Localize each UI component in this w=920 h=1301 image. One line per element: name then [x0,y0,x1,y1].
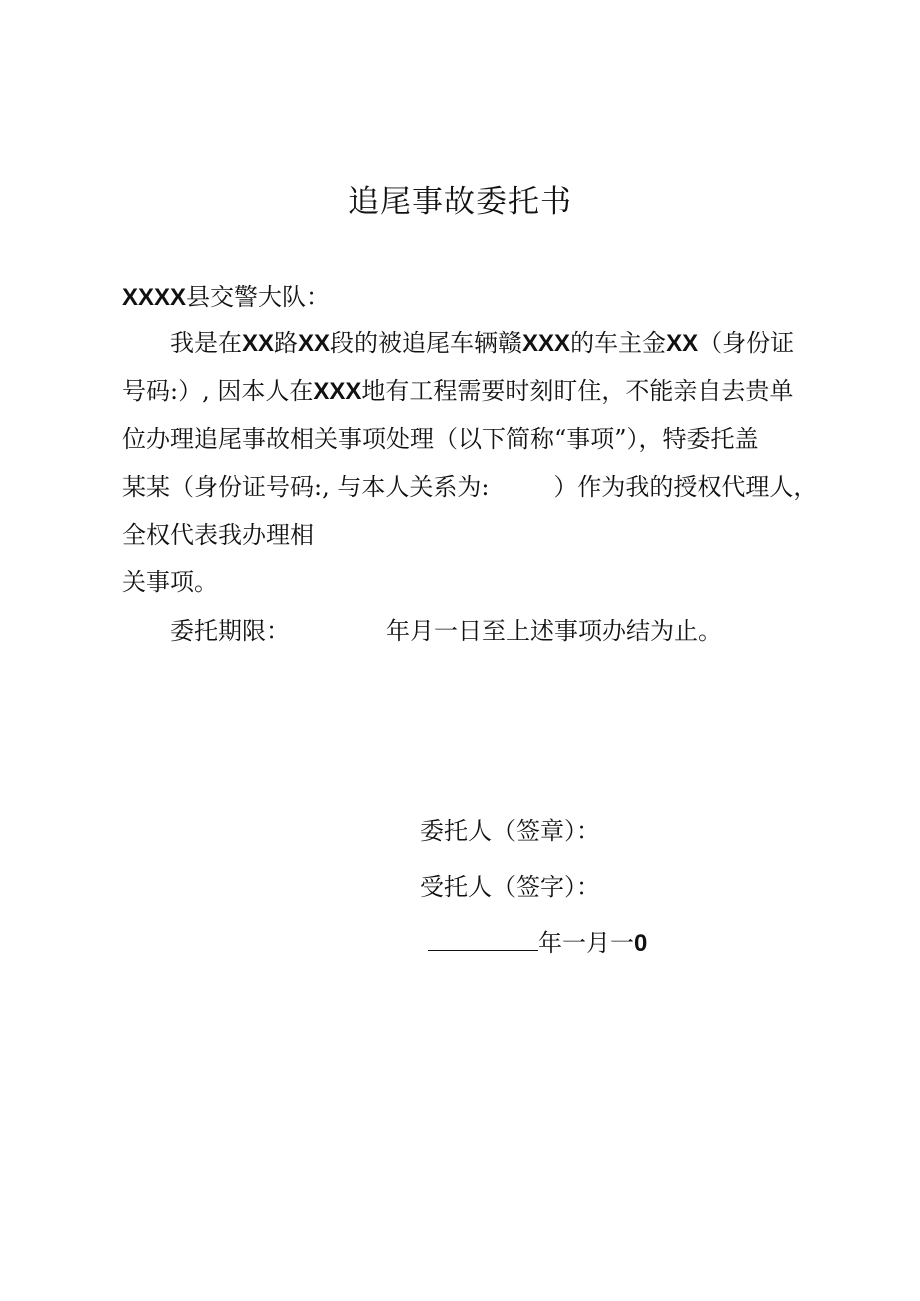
salutation-text: 县交警大队： [186,283,331,311]
document-title: 追尾事故委托书 [348,184,572,220]
principal-signature-line: 委托人（签章）： [420,817,600,845]
paragraph-line-4 [122,472,817,502]
placeholder-location: XXX [313,378,362,405]
salutation-prefix: XXXX [122,284,187,311]
placeholder-section: XX [298,330,331,357]
placeholder-road: XX [242,330,275,357]
text-segment: （身份证 [698,329,795,357]
text-segment: 地有工程需要时刻盯住，不能亲自去贵单 [361,377,794,405]
text-segment: 号码:）, 因本人在 [122,377,314,405]
paragraph-line-5: 全权代表我办理相 [122,521,314,549]
text-segment: 我是在 [170,329,242,357]
term-text: 年月一日至上述事项办结为止。 [386,617,722,645]
paragraph-line-1 [170,328,794,359]
date-line [428,928,647,959]
text-segment: 的车主金 [570,329,667,357]
salutation [122,282,330,313]
term-label: 委托期限： [170,617,290,645]
text-segment: 某某（身份证号码:, 与本人关系为: [122,473,490,501]
date-day: 0 [634,930,648,957]
text-segment: 路 [274,329,299,357]
term-line [170,616,722,646]
placeholder-plate: XXX [522,330,571,357]
paragraph-line-2 [122,376,793,407]
placeholder-owner: XX [666,330,699,357]
text-segment: ）作为我的授权代理人， [553,473,818,501]
paragraph-line-6: 关事项。 [122,568,218,596]
date-text: 年一月一 [538,929,634,957]
agent-signature-line: 受托人（签字）： [420,873,600,901]
blank-year [428,928,538,951]
text-segment: 段的被追尾车辆赣 [330,329,523,357]
paragraph-line-3: 位办理追尾事故相关事项处理（以下简称“事项”），特委托盖 [122,425,759,453]
